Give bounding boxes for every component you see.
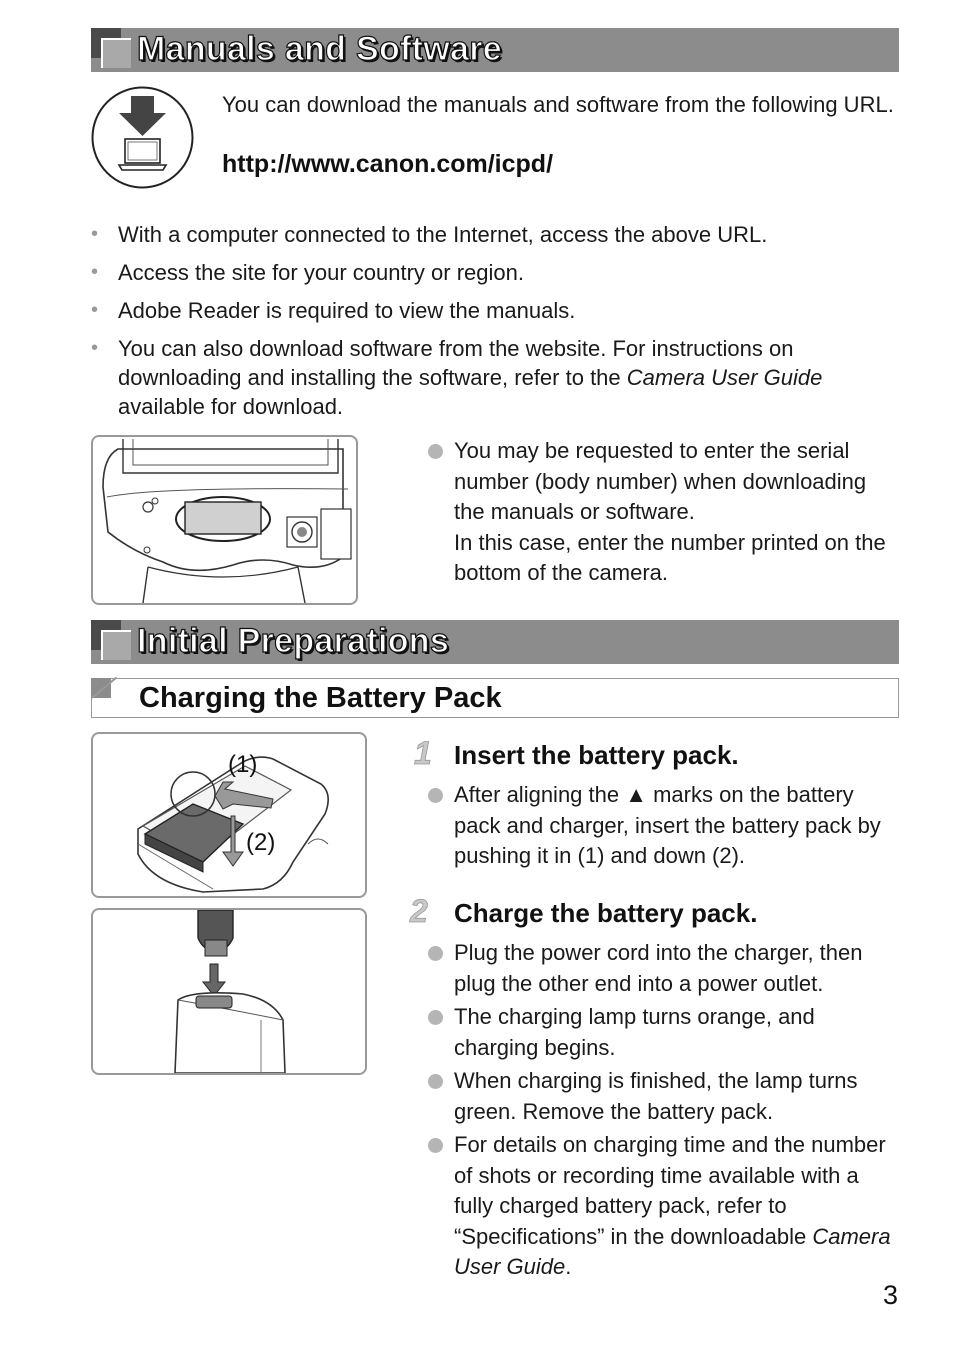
bullet-text: Adobe Reader is required to view the manuals. bbox=[118, 298, 576, 323]
step-title-1: Insert the battery pack. bbox=[454, 740, 739, 770]
step-label-1: (1) bbox=[228, 751, 258, 778]
step2-text: Plug the power cord into the charger, then plug the other end into a power outlet. bbox=[454, 940, 863, 996]
camera-user-guide-ref: Camera User Guide bbox=[626, 365, 823, 390]
manuals-bullet-list bbox=[91, 220, 899, 430]
section-header-prep bbox=[91, 620, 899, 664]
list-item bbox=[428, 1002, 898, 1063]
list-item: • With a computer connected to the Internet, access the above URL. bbox=[91, 222, 768, 247]
step-number-2: 2 bbox=[410, 893, 428, 929]
charger-plug-illustration bbox=[91, 908, 367, 1075]
list-item bbox=[428, 938, 898, 999]
bullet-text: Access the site for your country or region. bbox=[118, 260, 524, 285]
step2-text-post: . bbox=[565, 1254, 572, 1279]
step2-list bbox=[428, 938, 898, 1286]
step2-text: The charging lamp turns orange, and charging begins. bbox=[454, 1004, 815, 1060]
subsection-header-charging bbox=[91, 678, 899, 718]
list-item bbox=[428, 1130, 898, 1283]
step1-text: After aligning the ▲ marks on the battery pack and charger, insert the battery pack by pushing it in (1) and down (2). bbox=[454, 782, 881, 868]
serial-note-text-2: In this case, enter the number printed on the bottom of the camera. bbox=[454, 529, 886, 585]
step-label-2: (2) bbox=[246, 829, 276, 856]
serial-note-text-1: You may be requested to enter the serial number (body number) when downloading the manuals or software. bbox=[454, 438, 867, 524]
header-square-light bbox=[101, 38, 131, 68]
camera-user-guide-ref: Camera User Guide bbox=[454, 1223, 891, 1279]
step-title-2: Charge the battery pack. bbox=[454, 898, 758, 928]
step2-text: When charging is finished, the lamp turns green. Remove the battery pack. bbox=[454, 1068, 858, 1124]
page-number: 3 bbox=[882, 1280, 898, 1310]
list-item bbox=[428, 436, 898, 589]
section-header-manuals bbox=[91, 28, 899, 72]
serial-note-list bbox=[428, 436, 898, 592]
list-item: • Adobe Reader is required to view the manuals. bbox=[91, 298, 576, 323]
step-number-1: 1 bbox=[414, 735, 432, 771]
list-item bbox=[428, 1066, 898, 1127]
bullet-text: With a computer connected to the Internet, access the above URL. bbox=[118, 222, 768, 247]
step1-list bbox=[428, 780, 898, 875]
section-title-manuals: Manuals and Software bbox=[137, 30, 502, 68]
list-item bbox=[428, 780, 898, 872]
header-square-light bbox=[101, 630, 131, 660]
list-item: • You can also download software from the website. For instructions on downloading and installing the software, refer to the Camera User Guide available for download. bbox=[91, 336, 823, 419]
list-item: • Access the site for your country or region. bbox=[91, 260, 524, 285]
download-computer-icon bbox=[91, 86, 194, 189]
step2-text-pre: For details on charging time and the number of shots or recording time available with a fully charged battery pack, refer to “Specifications” in the downloadable bbox=[454, 1132, 886, 1249]
battery-insert-illustration bbox=[91, 732, 367, 898]
subsection-title: Charging the Battery Pack bbox=[139, 682, 502, 714]
manuals-intro: You can download the manuals and software from the following URL. bbox=[222, 92, 894, 117]
bullet-text-pre: You can also download software from the website. For instructions on downloading and installing the software, refer to the bbox=[118, 336, 794, 390]
bullet-text-post: available for download. bbox=[118, 394, 344, 419]
download-url-link[interactable]: http://www.canon.com/icpd/ bbox=[222, 150, 554, 178]
camera-bottom-illustration bbox=[91, 435, 358, 605]
section-title-prep: Initial Preparations bbox=[137, 622, 450, 660]
